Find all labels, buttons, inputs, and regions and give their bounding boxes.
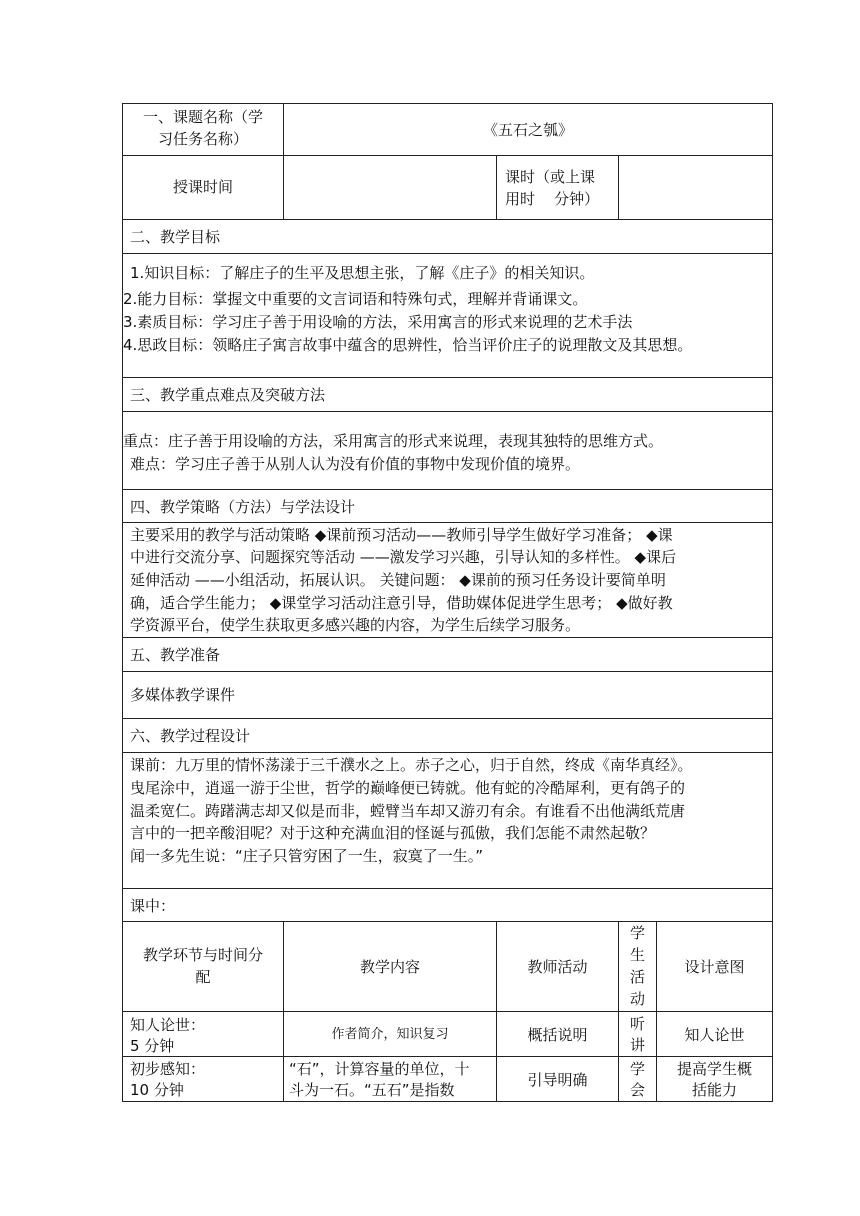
col-header-student: 动 [629, 990, 645, 1008]
goal-item: 4.思政目标：领略庄子寓言故事中蕴含的思辨性，恰当评价庄子的说理散文及其思想。 [123, 336, 693, 354]
period-label: 课时（或上课 [505, 168, 596, 186]
row-divider [122, 411, 773, 412]
row-student: 讲 [629, 1036, 645, 1054]
table-border-bottom [122, 1101, 773, 1102]
goal-item: 2.能力目标：掌握文中重要的文言词语和特殊句式，理解并背诵课文。 [123, 290, 588, 308]
row-teacher: 引导明确 [527, 1071, 588, 1089]
row-divider [122, 1056, 773, 1057]
col-divider [618, 155, 619, 219]
process-before-line: 课前：九万里的情怀荡漾于三千濮水之上。赤子之心，归于自然，终成《南华真经》。 [130, 756, 693, 774]
row-divider [122, 253, 773, 254]
prep-content: 多媒体教学课件 [130, 686, 236, 704]
row-teacher: 概括说明 [527, 1026, 588, 1044]
row-divider [122, 637, 773, 638]
section-title: 四、教学策略（方法）与学法设计 [130, 498, 356, 516]
section-title: 五、教学准备 [130, 646, 221, 664]
strategy-line: 延伸活动 ——小组活动，拓展认识。 关键问题： ◆课前的预习任务设计要简单明 [130, 571, 666, 589]
row-content: 作者简介，知识复习 [331, 1027, 449, 1042]
goal-item: 1.知识目标：了解庄子的生平及思想主张，了解《庄子》的相关知识。 [130, 264, 595, 282]
keypoint-item: 重点：庄子善于用设喻的方法，采用寓言的形式来说理，表现其独特的思维方式。 [123, 432, 664, 450]
table-border-top [122, 103, 773, 104]
process-before-line: 温柔宽仁。踌躇满志却又似是而非，螳臂当车却又游刃有余。有谁看不出他满纸荒唐 [130, 802, 686, 820]
row-divider [122, 921, 773, 922]
section-title: 六、教学过程设计 [130, 727, 251, 745]
row-divider [122, 752, 773, 753]
row-divider [122, 522, 773, 523]
row-divider [122, 888, 773, 889]
row-divider [122, 377, 773, 378]
row-divider [122, 219, 773, 220]
col-header-stage: 配 [195, 968, 211, 986]
row-stage: 知人论世： [130, 1016, 206, 1034]
time-label: 授课时间 [172, 178, 233, 196]
col-divider [283, 921, 284, 1102]
row-stage: 5 分钟 [130, 1037, 175, 1055]
keypoint-item: 难点：学习庄子善于从别人认为没有价值的事物中发现价值的境界。 [130, 455, 581, 473]
col-divider [496, 155, 497, 219]
section-title: 三、教学重点难点及突破方法 [130, 386, 326, 404]
process-before-line: 言中的一把辛酸泪呢？对于这种充满血泪的怪诞与孤傲，我们怎能不肃然起敬？ [130, 824, 656, 842]
goal-item: 3.素质目标：学习庄子善于用设喻的方法，采用寓言的形式来说理的艺术手法 [123, 313, 633, 331]
row-divider [122, 1011, 773, 1012]
col-header-student: 学 [629, 924, 645, 942]
col-header-teacher: 教师活动 [527, 958, 588, 976]
col-header-intent: 设计意图 [684, 958, 745, 976]
row-student: 学 [629, 1060, 645, 1078]
strategy-line: 学资源平台，使学生获取更多感兴趣的内容，为学生后续学习服务。 [130, 616, 581, 634]
row-stage: 10 分钟 [130, 1081, 184, 1099]
row-divider [122, 671, 773, 672]
col-header-stage: 教学环节与时间分 [142, 946, 263, 964]
row-content: “石”，计算容量的单位，十 [289, 1060, 470, 1078]
col-header-student: 活 [629, 968, 645, 986]
process-during-label: 课中： [130, 897, 176, 915]
row-intent: 知人论世 [684, 1026, 745, 1044]
strategy-line: 确，适合学生能力； ◆课堂学习活动注意引导，借助媒体促进学生思考； ◆做好教 [130, 594, 673, 612]
strategy-line: 中进行交流分享、问题探究等活动 ——激发学习兴趣，引导认知的多样性。 ◆课后 [130, 548, 677, 566]
row-divider [122, 718, 773, 719]
topic-value: 《五石之瓠》 [482, 121, 573, 139]
col-header-content: 教学内容 [359, 958, 420, 976]
section-title: 二、教学目标 [130, 228, 221, 246]
col-header-student: 生 [629, 946, 645, 964]
strategy-line: 主要采用的教学与活动策略 ◆课前预习活动——教师引导学生做好学习准备； ◆课 [130, 526, 673, 544]
row-divider [122, 155, 773, 156]
process-before-line: 闻一多先生说：“庄子只管穷困了一生，寂寞了一生。” [130, 847, 484, 865]
topic-label: 一、课题名称（学 [142, 108, 263, 126]
process-before-line: 曳尾涂中，逍遥一游于尘世，哲学的巅峰便已铸就。他有蛇的冷酷犀利，更有鸽子的 [130, 779, 686, 797]
row-student: 听 [629, 1015, 645, 1033]
row-content: 斗为一石。“五石”是指数 [289, 1081, 455, 1099]
row-intent: 提高学生概 [676, 1060, 752, 1078]
row-divider [122, 489, 773, 490]
row-student: 会 [629, 1081, 645, 1099]
period-label: 用时 分钟） [505, 190, 600, 208]
row-intent: 括能力 [691, 1081, 737, 1099]
row-stage: 初步感知： [130, 1060, 206, 1078]
topic-label: 习任务名称） [157, 130, 248, 148]
